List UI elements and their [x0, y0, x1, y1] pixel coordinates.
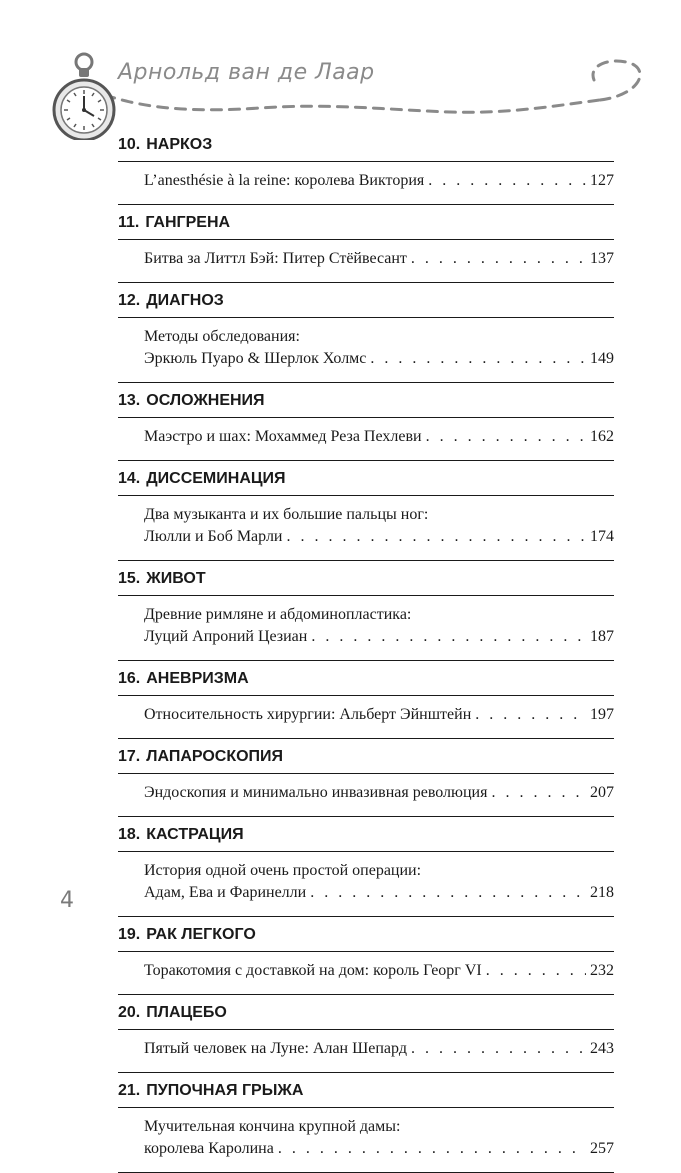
dot-leader: [311, 626, 586, 648]
entry-text: Луций Апроний Цезиан: [144, 628, 308, 645]
toc-chapter: [118, 817, 614, 917]
chapter-number: 19.: [118, 926, 141, 943]
chapter-number: 13.: [118, 392, 141, 409]
entry-last-line: [144, 348, 614, 370]
dot-leader: [426, 426, 586, 448]
chapter-heading: [118, 995, 614, 1030]
chapter-entry: [118, 596, 614, 660]
chapter-heading: [118, 917, 614, 952]
entry-line: Древние римляне и абдоминопластика:: [144, 606, 412, 623]
chapter-entry: [118, 318, 614, 382]
toc-chapter: [118, 561, 614, 661]
entry-page-number: 149: [590, 350, 614, 367]
chapter-entry: [118, 952, 614, 994]
chapter-title: ЛАПАРОСКОПИЯ: [146, 748, 284, 765]
chapter-heading: [118, 1073, 614, 1108]
entry-text: королева Каролина: [144, 1140, 274, 1157]
entry-page-number: 232: [590, 962, 614, 979]
entry-page-number: 197: [590, 706, 614, 723]
chapter-number: 18.: [118, 826, 141, 843]
chapter-title: НАРКОЗ: [146, 136, 213, 153]
dot-leader: [310, 882, 586, 904]
chapter-heading: [118, 817, 614, 852]
entry-last-line: [144, 704, 614, 726]
author-name: Арнольд ван де Лаар: [118, 60, 375, 85]
entry-page-number: 207: [590, 784, 614, 801]
chapter-number: 21.: [118, 1082, 141, 1099]
chapter-title: ДИССЕМИНАЦИЯ: [146, 470, 286, 487]
dot-leader: [411, 1038, 586, 1060]
chapter-entry: [118, 1030, 614, 1072]
dot-leader: [278, 1138, 586, 1160]
chapter-title: ПЛАЦЕБО: [146, 1004, 227, 1021]
entry-text: Пятый человек на Луне: Алан Шепард: [144, 1040, 407, 1057]
toc-chapter: [118, 661, 614, 739]
chapter-title: ПУПОЧНАЯ ГРЫЖА: [146, 1082, 304, 1099]
chapter-title: ДИАГНОЗ: [146, 292, 224, 309]
entry-last-line: [144, 170, 614, 192]
page-header: [0, 0, 681, 140]
chapter-title: КАСТРАЦИЯ: [146, 826, 244, 843]
entry-text: Адам, Ева и Фаринелли: [144, 884, 307, 901]
chapter-number: 16.: [118, 670, 141, 687]
dot-leader: [486, 960, 586, 982]
entry-page-number: 243: [590, 1040, 614, 1057]
chapter-entry: [118, 496, 614, 560]
chapter-entry: [118, 852, 614, 916]
chapter-heading: [118, 383, 614, 418]
entry-last-line: [144, 960, 614, 982]
chapter-heading: [118, 283, 614, 318]
chapter-heading: [118, 205, 614, 240]
entry-text: Торакотомия с доставкой на дом: король Георг VI: [144, 962, 482, 979]
toc-chapter: [118, 739, 614, 817]
chapter-entry: [118, 1108, 614, 1172]
dot-leader: [475, 704, 586, 726]
chapter-title: ЖИВОТ: [146, 570, 206, 587]
chapter-number: 10.: [118, 136, 141, 153]
entry-last-line: [144, 782, 614, 804]
entry-last-line: [144, 1038, 614, 1060]
toc-chapter: [118, 127, 614, 205]
entry-page-number: 257: [590, 1140, 614, 1157]
chapter-heading: [118, 127, 614, 162]
entry-text: Эндоскопия и минимально инвазивная революция: [144, 784, 488, 801]
entry-last-line: [144, 426, 614, 448]
toc-chapter: [118, 995, 614, 1073]
dot-leader: [491, 782, 586, 804]
chapter-title: ГАНГРЕНА: [145, 214, 231, 231]
entry-page-number: 162: [590, 428, 614, 445]
entry-last-line: [144, 882, 614, 904]
dot-leader: [411, 248, 586, 270]
chapter-heading: [118, 461, 614, 496]
entry-page-number: 174: [590, 528, 614, 545]
chapter-number: 12.: [118, 292, 141, 309]
page-number: 4: [60, 888, 74, 913]
chapter-entry: [118, 696, 614, 738]
entry-page-number: 218: [590, 884, 614, 901]
entry-line: История одной очень простой операции:: [144, 862, 422, 879]
entry-text: Битва за Литтл Бэй: Питер Стёйвесант: [144, 250, 407, 267]
toc-chapter: [118, 917, 614, 995]
entry-text: Эркюль Пуаро & Шерлок Холмс: [144, 350, 367, 367]
toc-chapter: [118, 461, 614, 561]
toc-chapter: [118, 383, 614, 461]
chapter-number: 17.: [118, 748, 141, 765]
toc-chapter: [118, 205, 614, 283]
entry-last-line: [144, 526, 614, 548]
entry-last-line: [144, 1138, 614, 1160]
chapter-title: РАК ЛЕГКОГО: [146, 926, 256, 943]
chapter-entry: [118, 240, 614, 282]
chapter-heading: [118, 561, 614, 596]
chapter-entry: [118, 418, 614, 460]
dot-leader: [287, 526, 587, 548]
chapter-entry: [118, 774, 614, 816]
entry-text: Относительность хирургии: Альберт Эйнштейн: [144, 706, 472, 723]
entry-line: Методы обследования:: [144, 328, 300, 345]
chapter-title: ОСЛОЖНЕНИЯ: [146, 392, 265, 409]
entry-last-line: [144, 626, 614, 648]
entry-line: Мучительная кончина крупной дамы:: [144, 1118, 401, 1135]
dot-leader: [370, 348, 586, 370]
chapter-number: 11.: [118, 214, 140, 231]
entry-page-number: 137: [590, 250, 614, 267]
chapter-heading: [118, 661, 614, 696]
chapter-title: АНЕВРИЗМА: [146, 670, 249, 687]
chapter-heading: [118, 739, 614, 774]
entry-text: L’anesthésie à la reine: королева Виктория: [144, 172, 425, 189]
toc-chapter: [118, 283, 614, 383]
entry-text: Люлли и Боб Марли: [144, 528, 283, 545]
entry-line: Два музыканта и их большие пальцы ног:: [144, 506, 429, 523]
table-of-contents: [118, 127, 614, 1173]
entry-page-number: 127: [590, 172, 614, 189]
chapter-entry: [118, 162, 614, 204]
toc-chapter: [118, 1073, 614, 1173]
chapter-number: 14.: [118, 470, 141, 487]
dot-leader: [428, 170, 586, 192]
chapter-number: 20.: [118, 1004, 141, 1021]
entry-text: Маэстро и шах: Мохаммед Реза Пехлеви: [144, 428, 422, 445]
entry-page-number: 187: [590, 628, 614, 645]
entry-last-line: [144, 248, 614, 270]
chapter-number: 15.: [118, 570, 141, 587]
